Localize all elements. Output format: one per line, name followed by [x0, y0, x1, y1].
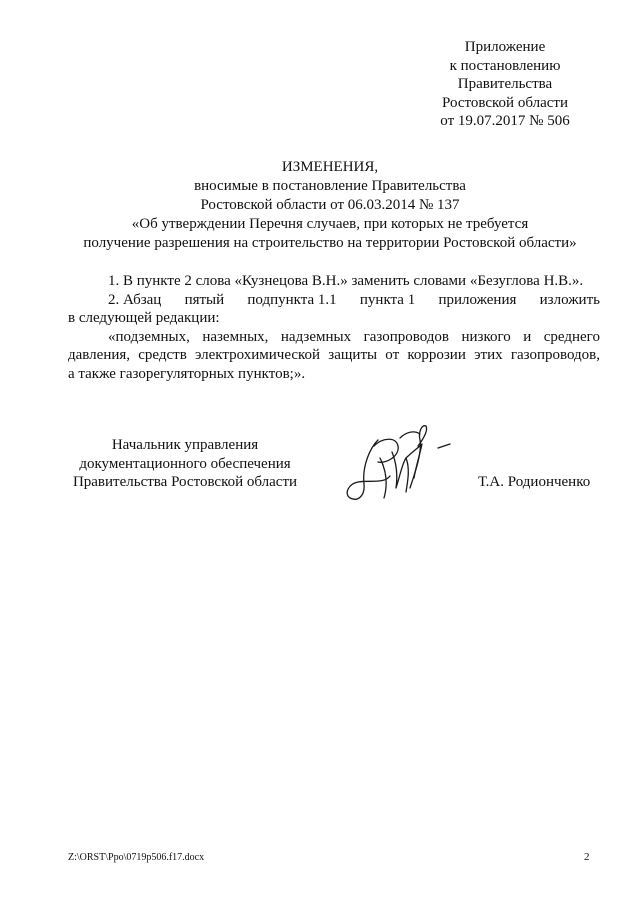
- item-1-paragraph: 1. В пункте 2 слова «Кузнецова В.Н.» заменить словами «Безуглова Н.В.».: [108, 273, 584, 289]
- handwritten-signature: [340, 418, 460, 518]
- quote-word: средств: [138, 347, 187, 363]
- appendix-line: Правительства: [457, 76, 553, 92]
- document-body: [68, 272, 600, 383]
- quote-word: защиты: [328, 347, 378, 363]
- quote-word: наземных,: [202, 328, 269, 345]
- signer-position-line: Правительства Ростовской области: [72, 474, 298, 490]
- appendix-line: Ростовской области: [442, 94, 568, 111]
- item-2-word: пятый: [184, 291, 225, 308]
- appendix-line: к постановлению: [449, 57, 561, 74]
- quote-word: низкого: [461, 328, 511, 345]
- appendix-block: [410, 38, 600, 131]
- quote-word: и: [523, 328, 532, 345]
- appendix-line: от 19.07.2017 № 506: [440, 113, 570, 129]
- item-2-word: подпункта 1.1: [247, 291, 337, 308]
- item-2-continuation: в следующей редакции:: [68, 310, 220, 326]
- heading-title: ИЗМЕНЕНИЯ,: [281, 159, 379, 175]
- quote-word: от: [385, 347, 400, 363]
- quote-line-3: а также газорегуляторных пунктов;».: [68, 365, 306, 382]
- quote-word: этих: [474, 347, 503, 363]
- quote-line-2: [68, 346, 600, 365]
- signer-position-line: Начальник управления: [111, 437, 259, 453]
- signer-position: [60, 436, 310, 492]
- heading-line: вносимые в постановление Правительства: [194, 178, 466, 194]
- quote-word: надземных: [280, 328, 352, 345]
- page-number: 2: [584, 851, 590, 863]
- appendix-line: Приложение: [464, 39, 546, 55]
- document-heading: [60, 158, 600, 253]
- heading-line: Ростовской области от 06.03.2014 № 137: [200, 197, 460, 213]
- quote-line-1: [68, 328, 600, 347]
- heading-line: получение разрешения на строительство на территории Ростовской области»: [83, 235, 577, 251]
- item-2-first-line: [68, 291, 600, 310]
- quote-word: «подземных,: [108, 328, 190, 345]
- quote-word: коррозии: [407, 347, 466, 363]
- quote-word: среднего: [543, 328, 600, 345]
- item-2-word: 2. Абзац: [108, 291, 162, 308]
- quote-word: газопроводов,: [510, 347, 600, 363]
- signer-position-line: документационного обеспечения: [79, 455, 291, 472]
- item-2-word: пункта 1: [359, 291, 416, 308]
- quote-word: давления,: [68, 347, 131, 363]
- item-2-word: изложить: [539, 291, 600, 308]
- signer-name: Т.А. Родионченко: [478, 474, 591, 490]
- item-2-word: приложения: [438, 291, 517, 308]
- quote-word: газопроводов: [363, 328, 449, 345]
- footer-file-path: Z:\ORST\Ppo\0719p506.f17.docx: [68, 852, 205, 863]
- heading-line: «Об утверждении Перечня случаев, при которых не требуется: [131, 216, 529, 232]
- quote-word: электрохимической: [194, 347, 321, 363]
